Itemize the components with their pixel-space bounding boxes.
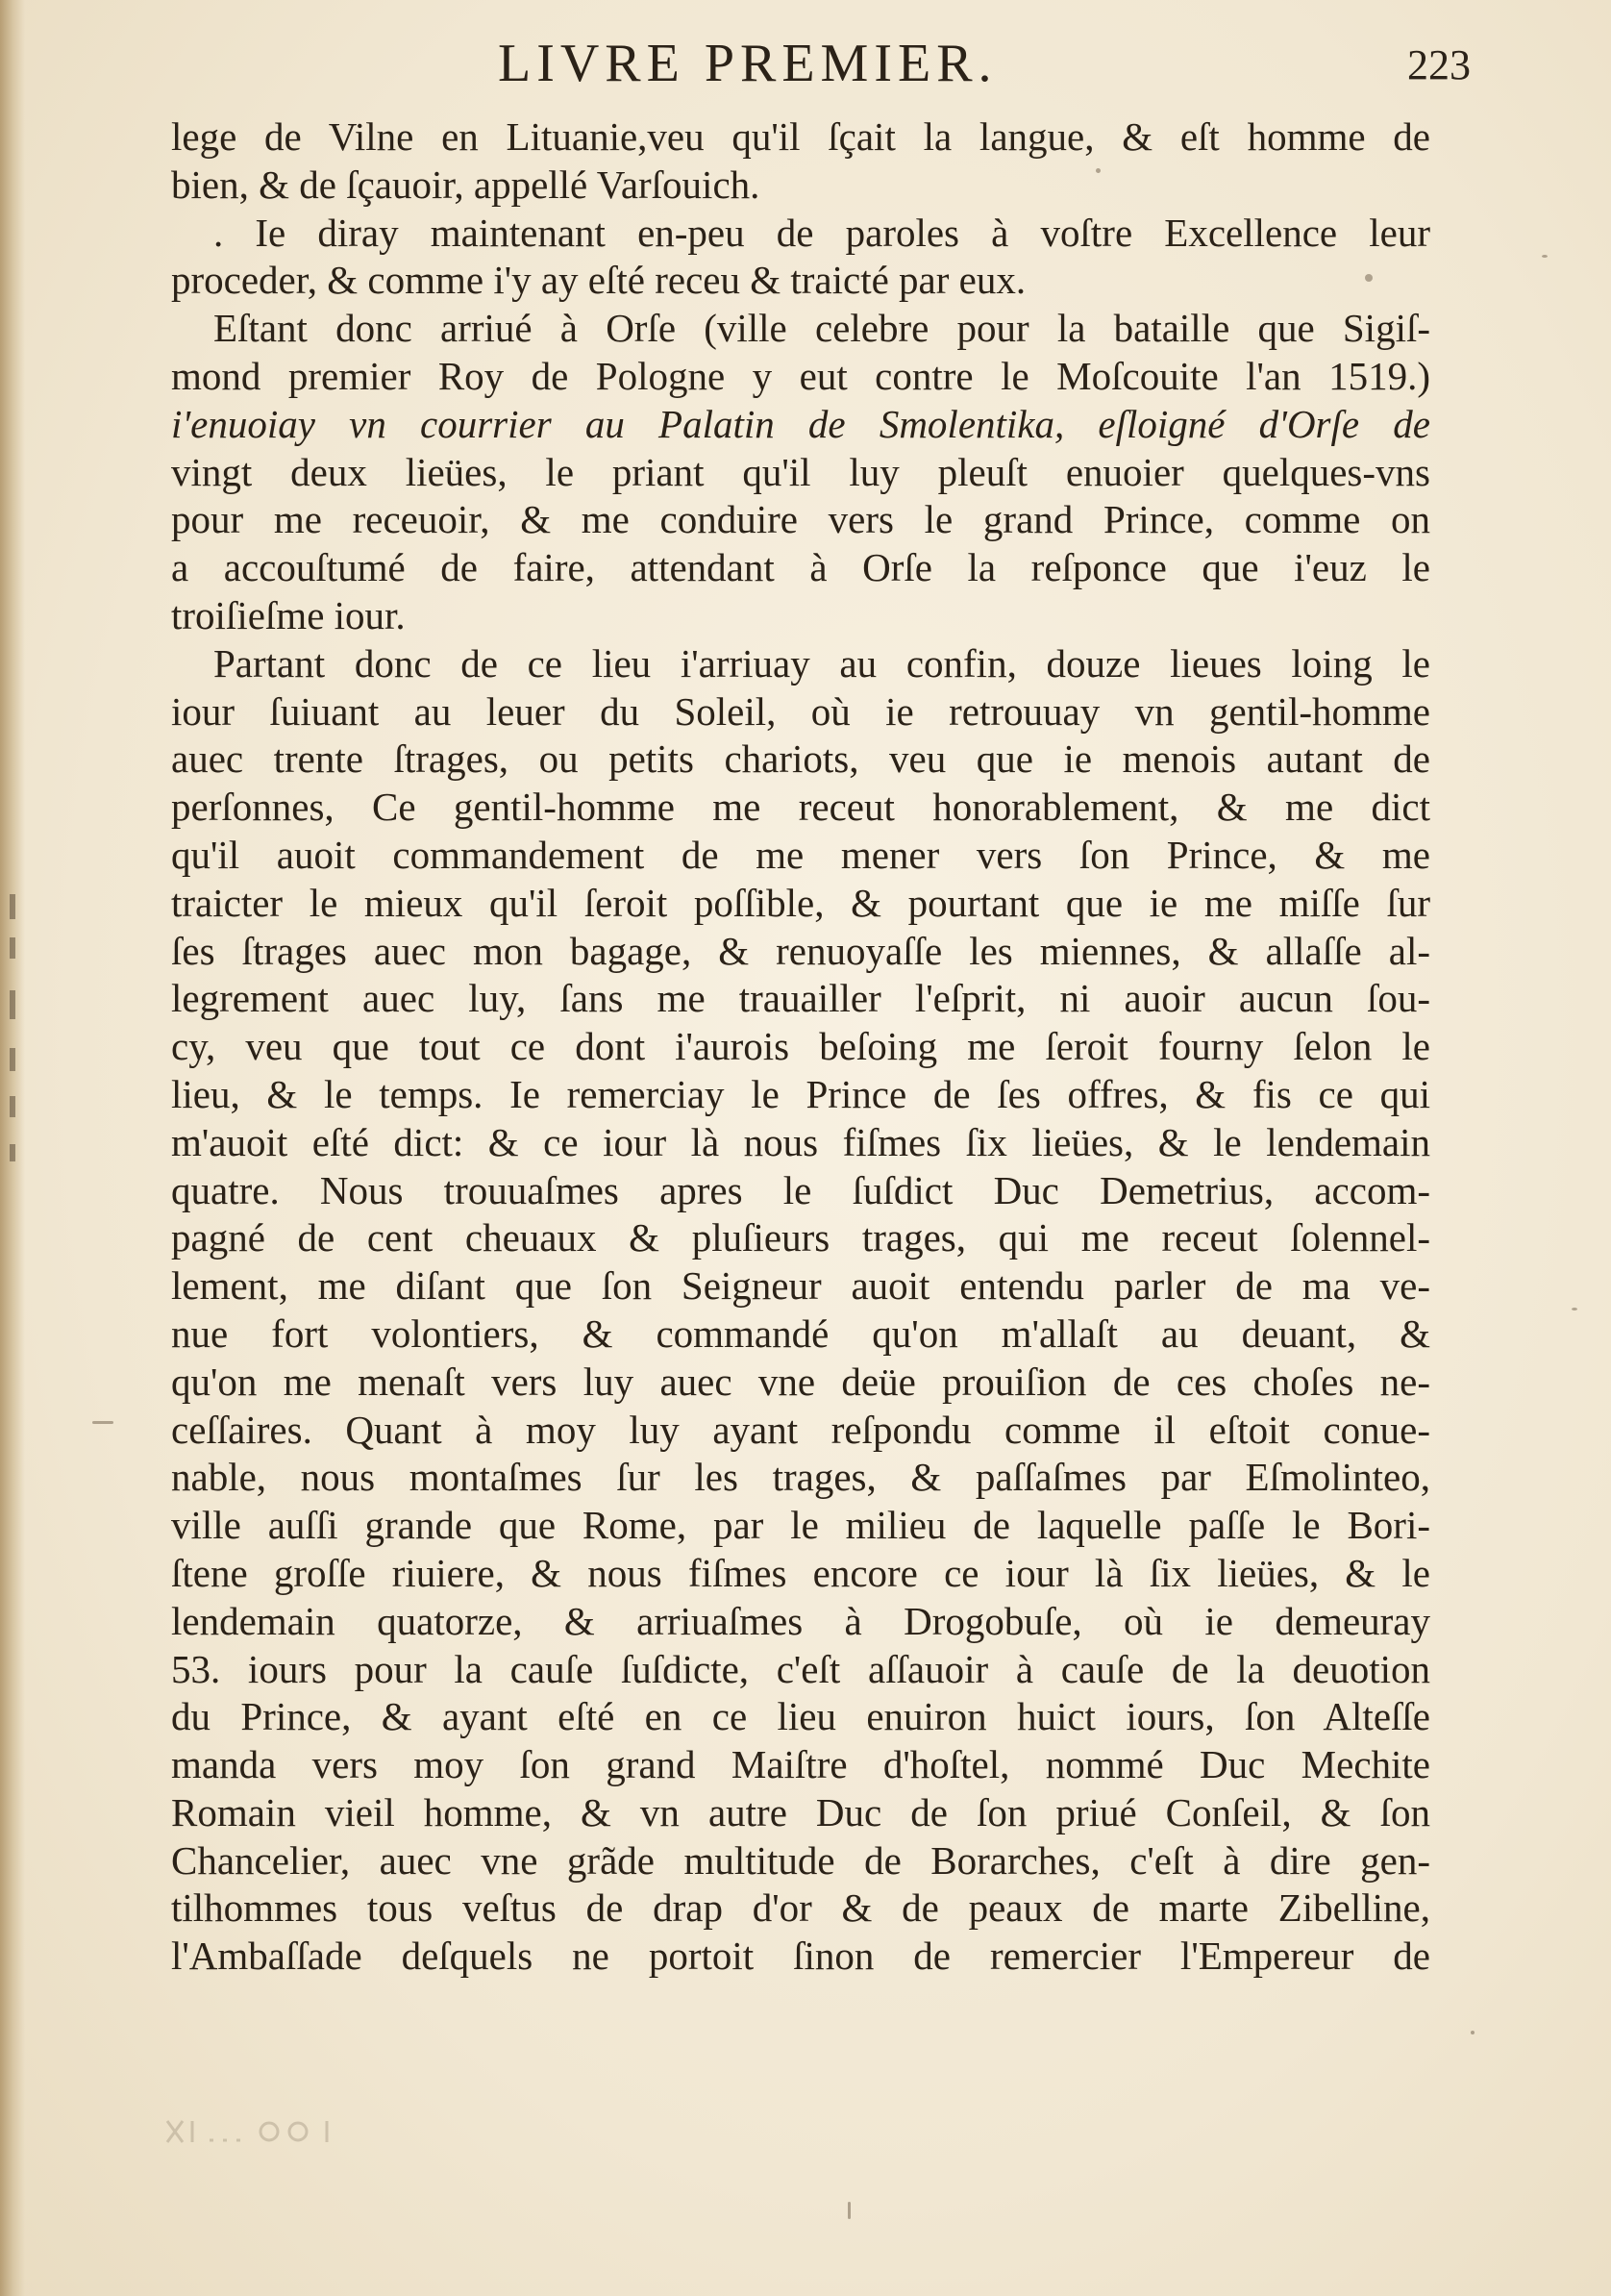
text-line: i'enuoiay vn courrier au Palatin de Smolentika, eſloigné d'Orſe de (171, 401, 1430, 446)
paper-speck (1096, 168, 1101, 173)
text-line: qu'on me menaſt vers luy auec vne deüe prouiſion de ces choſes ne- (171, 1359, 1430, 1404)
paper-speck (92, 1421, 113, 1424)
text-line: nue fort volontiers, & commandé qu'on m'allaſt au deuant, & (171, 1310, 1430, 1356)
text-line: perſonnes, Ce gentil-homme me receut honorablement, & me dict (171, 785, 1430, 830)
bleed-mark (10, 894, 15, 919)
text-line: proceder, & comme i'y ay eſté receu & traicté par eux. (171, 258, 1027, 303)
bleed-mark (10, 937, 15, 959)
text-line: l'Ambaſſade deſquels ne portoit ſinon de remercier l'Empereur de (171, 1934, 1430, 1979)
text-line: nable, nous montaſmes ſur les trages, & paſſaſmes par Eſmolinteo, (171, 1455, 1430, 1500)
text-line: lement, me diſant que ſon Seigneur auoit entendu parler de ma ve- (171, 1263, 1430, 1309)
running-header (163, 31, 1471, 110)
text-line: troiſieſme iour. (171, 592, 406, 637)
text-line: du Prince, & ayant eſté en ce lieu enuiron huict iours, ſon Alteſſe (171, 1694, 1430, 1739)
text-line: Partant donc de ce lieu i'arriuay au confin, douze lieues loing le (213, 640, 1430, 686)
text-line: bien, & de ſçauoir, appellé Varſouich. (171, 162, 760, 207)
text-line: lendemain quatorze, & arriuaſmes à Drogobuſe, où ie demeuray (171, 1598, 1430, 1643)
faded-footer-mark (163, 2113, 384, 2157)
text-line: vingt deux lieües, le priant qu'il luy pleuſt enuoier quelques-vns (171, 449, 1430, 494)
paper-speck (1365, 274, 1373, 282)
text-line: ceſſaires. Quant à moy luy ayant reſpondu comme il eſtoit conue- (171, 1407, 1430, 1452)
paper-speck (1542, 255, 1548, 258)
text-line: 53. iours pour la cauſe ſuſdicte, c'eſt aſſauoir à cauſe de la deuotion (171, 1646, 1430, 1691)
body-text (171, 113, 1430, 1981)
text-line: iour ſuiuant au leuer du Soleil, où ie retrouuay vn gentil-homme (171, 688, 1430, 734)
bleed-through-marks (10, 0, 31, 2296)
text-line: mond premier Roy de Pologne y eut contre le Moſcouite l'an 1519.) (171, 353, 1430, 398)
text-line: pagné de cent cheuaux & pluſieurs trages, qui me receut ſolennel- (171, 1215, 1430, 1260)
faded-footer-glyphs (163, 2113, 384, 2148)
text-line: m'auoit eſté dict: & ce iour là nous fiſmes ſix lieües, & le lendemain (171, 1119, 1430, 1164)
text-line: ſes ſtrages auec mon bagage, & renuoyaſſe les miennes, & allaſſe al- (171, 928, 1430, 973)
text-line: ſtene groſſe riuiere, & nous fiſmes encore ce iour là ſix lieües, & le (171, 1550, 1430, 1595)
text-line: manda vers moy ſon grand Maiſtre d'hoſtel, nommé Duc Mechite (171, 1742, 1430, 1787)
bleed-mark (10, 1048, 15, 1071)
text-line: . Ie diray maintenant en-peu de paroles à voſtre Excellence leur (213, 210, 1430, 255)
text-line: legrement auec luy, ſans me trauailler l'eſprit, ni auoir aucun ſou- (171, 976, 1430, 1021)
text-line: tilhommes tous veſtus de drap d'or & de peaux de marte Zibelline, (171, 1885, 1430, 1931)
text-line: auec trente ſtrages, ou petits chariots, veu que ie menois autant de (171, 736, 1430, 782)
running-title: LIVRE PREMIER. (498, 34, 998, 93)
bleed-mark (10, 1144, 15, 1161)
text-line: traicter le mieux qu'il ſeroit poſſible, & pourtant que ie me miſſe ſur (171, 880, 1430, 925)
text-line: ville auſſi grande que Rome, par le milieu de laquelle paſſe le Bori- (171, 1503, 1430, 1548)
page-number: 223 (1407, 41, 1471, 88)
paper-speck (1471, 2031, 1475, 2034)
paper-speck (1572, 1308, 1577, 1310)
text-line: cy, veu que tout ce dont i'aurois beſoing me ſeroit fourny ſelon le (171, 1024, 1430, 1069)
paper-speck (848, 2202, 851, 2219)
text-line: lieu, & le temps. Ie remerciay le Prince de ſes offres, & fis ce qui (171, 1071, 1430, 1116)
text-line: pour me receuoir, & me conduire vers le grand Prince, comme on (171, 497, 1430, 542)
text-line: Chancelier, auec vne grãde multitude de Borarches, c'eſt à dire gen- (171, 1837, 1430, 1883)
text-line: quatre. Nous trouuaſmes apres le ſuſdict Duc Demetrius, accom- (171, 1167, 1430, 1212)
text-line: Romain vieil homme, & vn autre Duc de ſon priué Conſeil, & ſon (171, 1789, 1430, 1834)
text-line: qu'il auoit commandement de me mener vers ſon Prince, & me (171, 832, 1430, 877)
text-line: lege de Vilne en Lituanie,veu qu'il ſçait la langue, & eſt homme de (171, 114, 1430, 159)
bleed-mark (10, 990, 15, 1019)
text-line: a accouſtumé de faire, attendant à Orſe la reſponce que i'euz le (171, 545, 1430, 590)
text-line: Eſtant donc arriué à Orſe (ville celebre pour la bataille que Sigiſ- (213, 306, 1430, 351)
bleed-mark (10, 1096, 15, 1117)
